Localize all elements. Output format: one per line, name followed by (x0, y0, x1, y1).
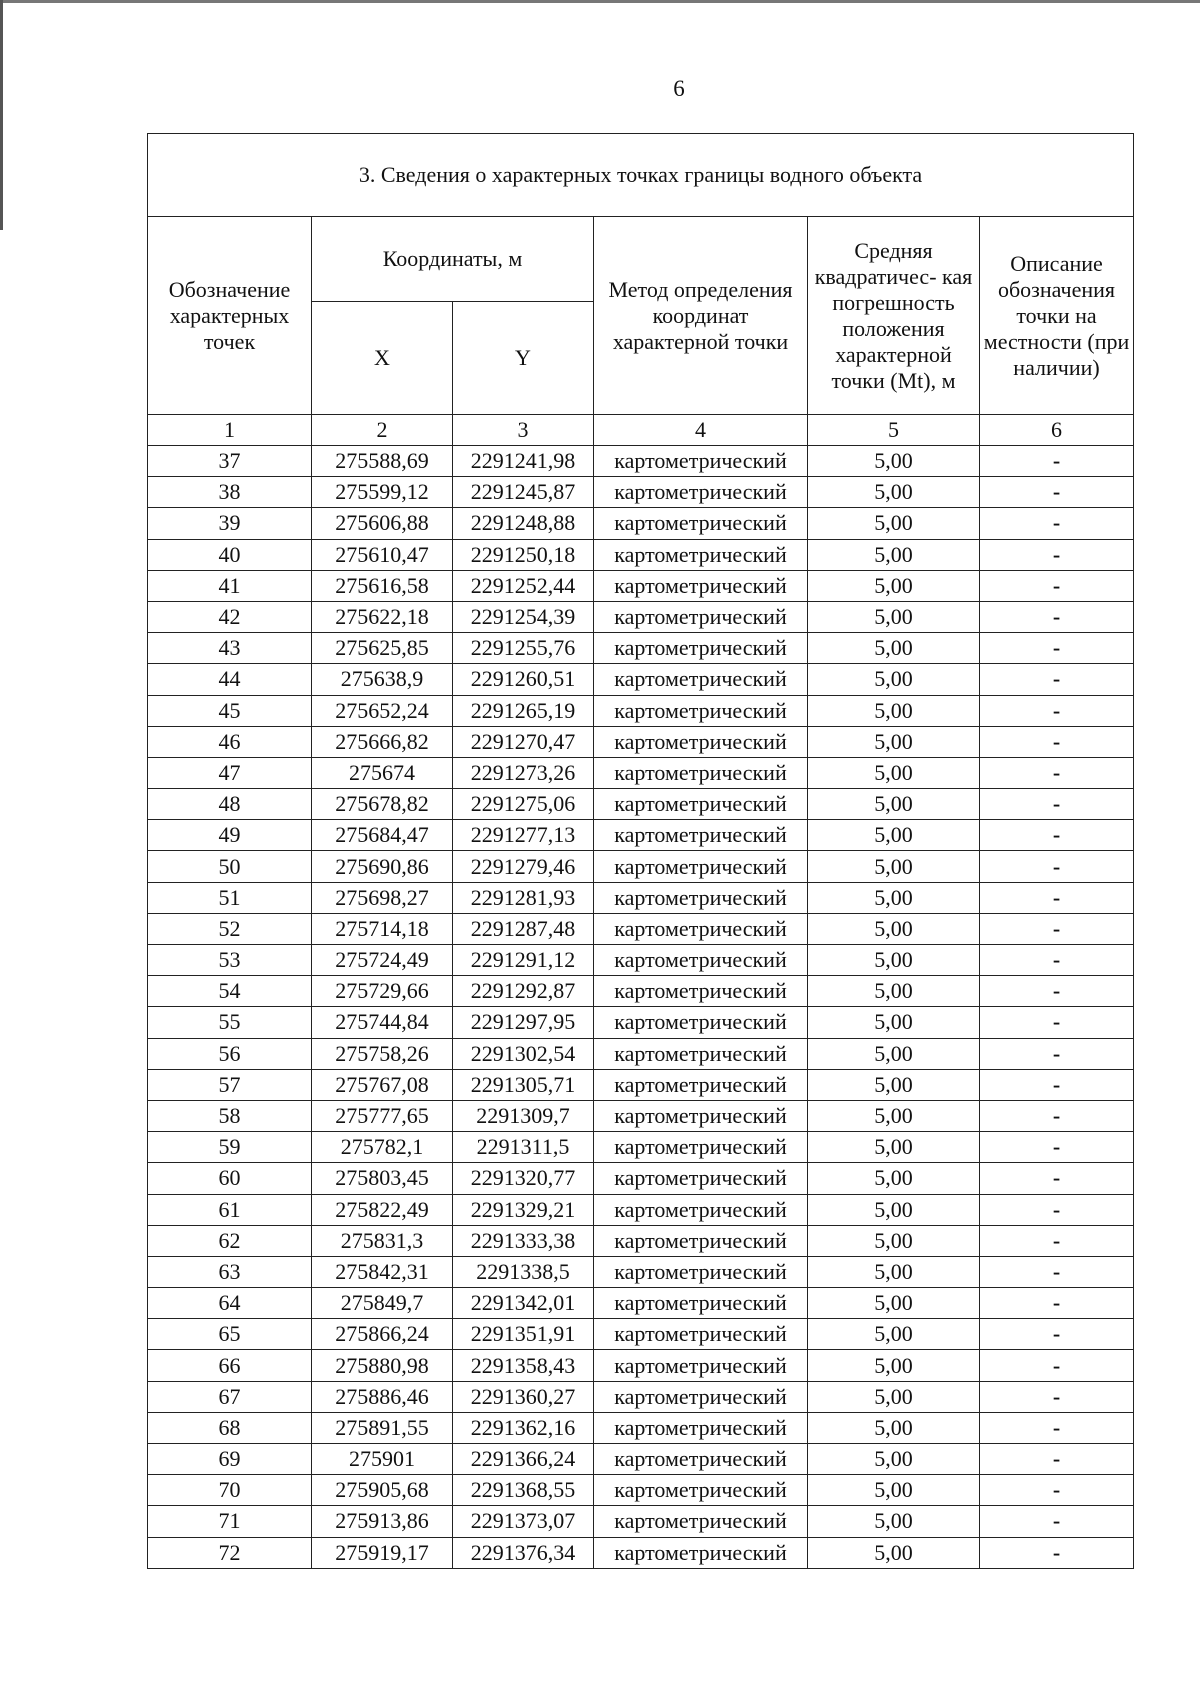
cell-point: 66 (148, 1350, 312, 1381)
table-row (148, 570, 1134, 601)
page-number: 6 (673, 76, 685, 101)
cell-point: 59 (148, 1132, 312, 1163)
cell-error: 5,00 (808, 1069, 980, 1100)
table-row (148, 664, 1134, 695)
cell-y: 2291248,88 (453, 508, 594, 539)
table-row (148, 1506, 1134, 1537)
table-row (148, 1537, 1134, 1568)
cell-error: 5,00 (808, 1288, 980, 1319)
table-row (148, 1007, 1134, 1038)
cell-point: 54 (148, 976, 312, 1007)
cell-y: 2291275,06 (453, 789, 594, 820)
cell-method: картометрический (594, 1475, 808, 1506)
cell-method: картометрический (594, 1444, 808, 1475)
cell-x: 275901 (312, 1444, 453, 1475)
cell-y: 2291362,16 (453, 1412, 594, 1443)
cell-method: картометрический (594, 1256, 808, 1287)
cell-y: 2291255,76 (453, 633, 594, 664)
table-row (148, 633, 1134, 664)
cell-point: 64 (148, 1288, 312, 1319)
cell-y: 2291273,26 (453, 757, 594, 788)
cell-point: 40 (148, 539, 312, 570)
header-error: Средняя квадратичес- кая погрешность положения характерной точки (Mt), м (808, 217, 980, 415)
cell-x: 275913,86 (312, 1506, 453, 1537)
table-row (148, 1412, 1134, 1443)
cell-method: картометрический (594, 1194, 808, 1225)
cell-method: картометрический (594, 789, 808, 820)
cell-method: картометрический (594, 1069, 808, 1100)
cell-error: 5,00 (808, 1444, 980, 1475)
cell-point: 46 (148, 726, 312, 757)
cell-x: 275744,84 (312, 1007, 453, 1038)
cell-error: 5,00 (808, 976, 980, 1007)
cell-error: 5,00 (808, 633, 980, 664)
cell-error: 5,00 (808, 726, 980, 757)
cell-description: - (980, 1506, 1134, 1537)
cell-point: 70 (148, 1475, 312, 1506)
cell-y: 2291265,19 (453, 695, 594, 726)
cell-x: 275782,1 (312, 1132, 453, 1163)
scan-edge-left (0, 0, 3, 230)
table-row (148, 726, 1134, 757)
cell-point: 51 (148, 882, 312, 913)
cell-point: 58 (148, 1100, 312, 1131)
cell-method: картометрический (594, 1163, 808, 1194)
cell-description: - (980, 913, 1134, 944)
table-row (148, 508, 1134, 539)
cell-x: 275666,82 (312, 726, 453, 757)
column-number: 6 (980, 415, 1134, 446)
scan-edge-top (0, 0, 1200, 3)
cell-error: 5,00 (808, 882, 980, 913)
cell-point: 45 (148, 695, 312, 726)
cell-x: 275599,12 (312, 477, 453, 508)
table-row (148, 757, 1134, 788)
cell-description: - (980, 446, 1134, 477)
cell-method: картометрический (594, 726, 808, 757)
table-row (148, 1194, 1134, 1225)
cell-error: 5,00 (808, 913, 980, 944)
cell-y: 2291333,38 (453, 1225, 594, 1256)
cell-x: 275905,68 (312, 1475, 453, 1506)
header-coordinates: Координаты, м (312, 217, 594, 302)
table-row (148, 851, 1134, 882)
cell-x: 275698,27 (312, 882, 453, 913)
cell-y: 2291270,47 (453, 726, 594, 757)
cell-x: 275831,3 (312, 1225, 453, 1256)
cell-method: картометрический (594, 1350, 808, 1381)
cell-error: 5,00 (808, 1194, 980, 1225)
table-row (148, 1163, 1134, 1194)
cell-method: картометрический (594, 1038, 808, 1069)
table-row (148, 820, 1134, 851)
cell-y: 2291250,18 (453, 539, 594, 570)
cell-method: картометрический (594, 1412, 808, 1443)
cell-method: картометрический (594, 508, 808, 539)
table-row (148, 1381, 1134, 1412)
cell-y: 2291342,01 (453, 1288, 594, 1319)
column-number: 5 (808, 415, 980, 446)
cell-y: 2291302,54 (453, 1038, 594, 1069)
cell-error: 5,00 (808, 1132, 980, 1163)
cell-error: 5,00 (808, 1537, 980, 1568)
cell-x: 275767,08 (312, 1069, 453, 1100)
cell-y: 2291309,7 (453, 1100, 594, 1131)
cell-y: 2291252,44 (453, 570, 594, 601)
cell-x: 275678,82 (312, 789, 453, 820)
header-method: Метод определения координат характерной точки (594, 217, 808, 415)
header-point: Обозначение характерных точек (148, 217, 312, 415)
table-row (148, 1132, 1134, 1163)
cell-description: - (980, 1069, 1134, 1100)
cell-x: 275652,24 (312, 695, 453, 726)
title-row (148, 134, 1134, 217)
cell-method: картометрический (594, 851, 808, 882)
cell-point: 42 (148, 601, 312, 632)
cell-method: картометрический (594, 757, 808, 788)
cell-description: - (980, 508, 1134, 539)
cell-point: 50 (148, 851, 312, 882)
cell-error: 5,00 (808, 945, 980, 976)
cell-y: 2291281,93 (453, 882, 594, 913)
cell-y: 2291376,34 (453, 1537, 594, 1568)
cell-method: картометрический (594, 1319, 808, 1350)
cell-point: 69 (148, 1444, 312, 1475)
cell-x: 275622,18 (312, 601, 453, 632)
cell-method: картометрический (594, 976, 808, 1007)
cell-point: 38 (148, 477, 312, 508)
cell-y: 2291241,98 (453, 446, 594, 477)
cell-error: 5,00 (808, 1163, 980, 1194)
table-row (148, 1038, 1134, 1069)
cell-y: 2291373,07 (453, 1506, 594, 1537)
cell-method: картометрический (594, 601, 808, 632)
cell-point: 52 (148, 913, 312, 944)
cell-description: - (980, 1475, 1134, 1506)
cell-y: 2291329,21 (453, 1194, 594, 1225)
cell-description: - (980, 820, 1134, 851)
cell-x: 275803,45 (312, 1163, 453, 1194)
column-number-row (148, 415, 1134, 446)
cell-y: 2291254,39 (453, 601, 594, 632)
cell-description: - (980, 789, 1134, 820)
cell-description: - (980, 1256, 1134, 1287)
cell-y: 2291297,95 (453, 1007, 594, 1038)
cell-description: - (980, 1007, 1134, 1038)
cell-description: - (980, 1132, 1134, 1163)
cell-description: - (980, 726, 1134, 757)
cell-point: 68 (148, 1412, 312, 1443)
cell-y: 2291351,91 (453, 1319, 594, 1350)
table-row (148, 1225, 1134, 1256)
cell-description: - (980, 601, 1134, 632)
cell-y: 2291360,27 (453, 1381, 594, 1412)
cell-method: картометрический (594, 1007, 808, 1038)
cell-description: - (980, 633, 1134, 664)
table-row (148, 1444, 1134, 1475)
cell-x: 275880,98 (312, 1350, 453, 1381)
cell-error: 5,00 (808, 1506, 980, 1537)
cell-description: - (980, 882, 1134, 913)
cell-error: 5,00 (808, 851, 980, 882)
cell-point: 56 (148, 1038, 312, 1069)
table-row (148, 789, 1134, 820)
cell-error: 5,00 (808, 1319, 980, 1350)
cell-method: картометрический (594, 633, 808, 664)
cell-method: картометрический (594, 570, 808, 601)
cell-y: 2291277,13 (453, 820, 594, 851)
cell-method: картометрический (594, 1225, 808, 1256)
cell-x: 275842,31 (312, 1256, 453, 1287)
cell-x: 275610,47 (312, 539, 453, 570)
table-row (148, 1100, 1134, 1131)
table-row (148, 976, 1134, 1007)
cell-error: 5,00 (808, 695, 980, 726)
cell-method: картометрический (594, 820, 808, 851)
cell-description: - (980, 695, 1134, 726)
cell-point: 71 (148, 1506, 312, 1537)
cell-description: - (980, 1412, 1134, 1443)
table-row (148, 1319, 1134, 1350)
cell-point: 53 (148, 945, 312, 976)
table-row (148, 882, 1134, 913)
cell-point: 63 (148, 1256, 312, 1287)
cell-x: 275674 (312, 757, 453, 788)
cell-error: 5,00 (808, 1350, 980, 1381)
cell-point: 37 (148, 446, 312, 477)
table-row (148, 695, 1134, 726)
cell-error: 5,00 (808, 1225, 980, 1256)
cell-x: 275625,85 (312, 633, 453, 664)
cell-method: картометрический (594, 1506, 808, 1537)
cell-x: 275588,69 (312, 446, 453, 477)
cell-point: 43 (148, 633, 312, 664)
cell-method: картометрический (594, 664, 808, 695)
cell-error: 5,00 (808, 664, 980, 695)
cell-error: 5,00 (808, 1475, 980, 1506)
table-row (148, 1256, 1134, 1287)
cell-y: 2291279,46 (453, 851, 594, 882)
cell-error: 5,00 (808, 508, 980, 539)
table-body (148, 446, 1134, 1569)
column-number: 4 (594, 415, 808, 446)
cell-description: - (980, 1225, 1134, 1256)
table-title: 3. Сведения о характерных точках границы водного объекта (148, 134, 1134, 217)
cell-y: 2291291,12 (453, 945, 594, 976)
cell-method: картометрический (594, 1132, 808, 1163)
table-row (148, 945, 1134, 976)
cell-point: 55 (148, 1007, 312, 1038)
cell-description: - (980, 851, 1134, 882)
table-row (148, 1069, 1134, 1100)
cell-y: 2291338,5 (453, 1256, 594, 1287)
cell-method: картометрический (594, 695, 808, 726)
table-row (148, 539, 1134, 570)
table-row (148, 913, 1134, 944)
table-row (148, 1288, 1134, 1319)
cell-point: 49 (148, 820, 312, 851)
cell-x: 275919,17 (312, 1537, 453, 1568)
cell-point: 61 (148, 1194, 312, 1225)
cell-method: картометрический (594, 1288, 808, 1319)
boundary-points-table (147, 133, 1134, 1569)
cell-x: 275886,46 (312, 1381, 453, 1412)
cell-error: 5,00 (808, 446, 980, 477)
cell-point: 65 (148, 1319, 312, 1350)
header-row (148, 217, 1134, 302)
column-number: 1 (148, 415, 312, 446)
cell-x: 275729,66 (312, 976, 453, 1007)
column-number: 2 (312, 415, 453, 446)
cell-y: 2291245,87 (453, 477, 594, 508)
cell-y: 2291358,43 (453, 1350, 594, 1381)
cell-error: 5,00 (808, 477, 980, 508)
cell-y: 2291305,71 (453, 1069, 594, 1100)
cell-error: 5,00 (808, 757, 980, 788)
cell-description: - (980, 945, 1134, 976)
cell-x: 275684,47 (312, 820, 453, 851)
cell-x: 275638,9 (312, 664, 453, 695)
cell-method: картометрический (594, 882, 808, 913)
cell-point: 47 (148, 757, 312, 788)
cell-description: - (980, 664, 1134, 695)
cell-description: - (980, 1194, 1134, 1225)
cell-description: - (980, 1381, 1134, 1412)
cell-description: - (980, 1350, 1134, 1381)
cell-x: 275724,49 (312, 945, 453, 976)
cell-point: 48 (148, 789, 312, 820)
cell-description: - (980, 1537, 1134, 1568)
cell-point: 39 (148, 508, 312, 539)
cell-x: 275822,49 (312, 1194, 453, 1225)
column-number: 3 (453, 415, 594, 446)
cell-y: 2291292,87 (453, 976, 594, 1007)
cell-method: картометрический (594, 446, 808, 477)
cell-description: - (980, 757, 1134, 788)
cell-description: - (980, 1288, 1134, 1319)
cell-y: 2291368,55 (453, 1475, 594, 1506)
cell-x: 275616,58 (312, 570, 453, 601)
cell-point: 60 (148, 1163, 312, 1194)
cell-y: 2291320,77 (453, 1163, 594, 1194)
cell-error: 5,00 (808, 1381, 980, 1412)
cell-method: картометрический (594, 477, 808, 508)
cell-error: 5,00 (808, 1412, 980, 1443)
cell-description: - (980, 1319, 1134, 1350)
table-row (148, 1475, 1134, 1506)
cell-x: 275690,86 (312, 851, 453, 882)
cell-y: 2291311,5 (453, 1132, 594, 1163)
cell-x: 275891,55 (312, 1412, 453, 1443)
cell-method: картометрический (594, 945, 808, 976)
header-x: X (312, 302, 453, 415)
cell-x: 275849,7 (312, 1288, 453, 1319)
cell-method: картометрический (594, 1100, 808, 1131)
cell-error: 5,00 (808, 1007, 980, 1038)
cell-method: картометрический (594, 913, 808, 944)
cell-point: 67 (148, 1381, 312, 1412)
cell-point: 57 (148, 1069, 312, 1100)
table-row (148, 446, 1134, 477)
cell-error: 5,00 (808, 1256, 980, 1287)
cell-point: 72 (148, 1537, 312, 1568)
cell-description: - (980, 539, 1134, 570)
cell-description: - (980, 1100, 1134, 1131)
cell-y: 2291260,51 (453, 664, 594, 695)
table-row (148, 477, 1134, 508)
cell-error: 5,00 (808, 789, 980, 820)
table-row (148, 1350, 1134, 1381)
cell-error: 5,00 (808, 820, 980, 851)
cell-description: - (980, 477, 1134, 508)
cell-y: 2291366,24 (453, 1444, 594, 1475)
table-row (148, 601, 1134, 632)
cell-point: 41 (148, 570, 312, 601)
cell-error: 5,00 (808, 601, 980, 632)
cell-description: - (980, 1038, 1134, 1069)
cell-point: 44 (148, 664, 312, 695)
cell-description: - (980, 570, 1134, 601)
cell-method: картометрический (594, 1381, 808, 1412)
cell-description: - (980, 976, 1134, 1007)
cell-x: 275758,26 (312, 1038, 453, 1069)
cell-x: 275606,88 (312, 508, 453, 539)
table-header (148, 134, 1134, 446)
cell-error: 5,00 (808, 539, 980, 570)
cell-error: 5,00 (808, 1100, 980, 1131)
cell-x: 275866,24 (312, 1319, 453, 1350)
cell-x: 275777,65 (312, 1100, 453, 1131)
cell-error: 5,00 (808, 1038, 980, 1069)
cell-method: картометрический (594, 1537, 808, 1568)
cell-description: - (980, 1444, 1134, 1475)
cell-y: 2291287,48 (453, 913, 594, 944)
cell-x: 275714,18 (312, 913, 453, 944)
cell-point: 62 (148, 1225, 312, 1256)
cell-description: - (980, 1163, 1134, 1194)
cell-method: картометрический (594, 539, 808, 570)
header-y: Y (453, 302, 594, 415)
cell-error: 5,00 (808, 570, 980, 601)
header-description: Описание обозначения точки на местности (при наличии) (980, 217, 1134, 415)
